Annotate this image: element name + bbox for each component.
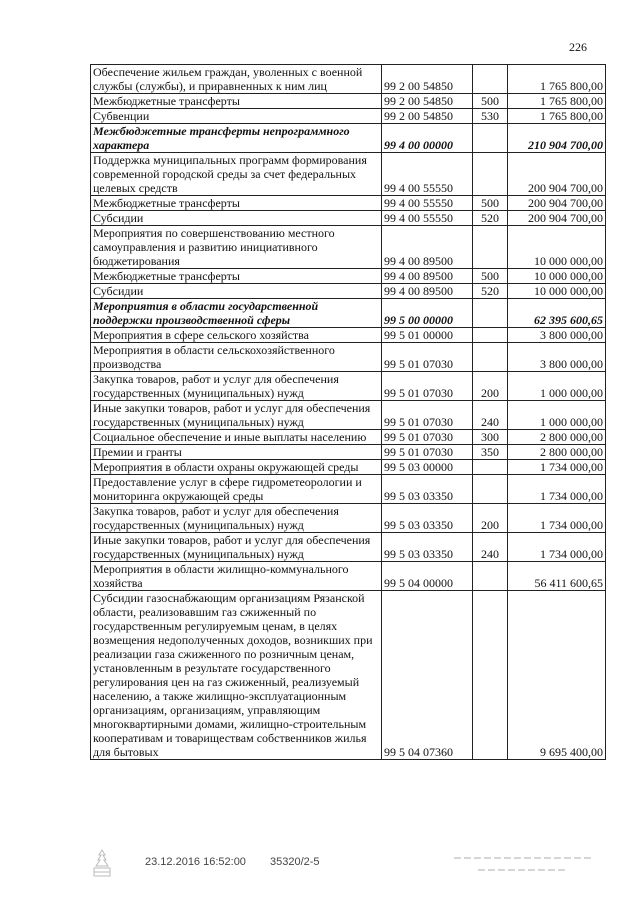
table-row <box>91 343 606 372</box>
table-row <box>91 460 606 475</box>
row-type-cell <box>473 591 508 760</box>
table-row <box>91 124 606 153</box>
row-type-cell: 200 <box>473 504 508 533</box>
row-sum-cell: 2 800 000,00 <box>508 445 606 460</box>
table-row <box>91 196 606 211</box>
row-type-cell <box>473 328 508 343</box>
row-sum-cell: 200 904 700,00 <box>508 153 606 196</box>
row-name-cell: Иные закупки товаров, работ и услуг для обеспечения государственных (муниципальных) нужд <box>91 401 382 430</box>
row-name-cell: Межбюджетные трансферты <box>91 94 382 109</box>
table-row <box>91 475 606 504</box>
row-sum-cell: 10 000 000,00 <box>508 284 606 299</box>
row-name-cell: Субвенции <box>91 109 382 124</box>
row-type-cell: 240 <box>473 533 508 562</box>
table-row <box>91 328 606 343</box>
table-row <box>91 226 606 269</box>
row-sum-cell: 1 734 000,00 <box>508 460 606 475</box>
row-code-cell: 99 4 00 55550 <box>382 153 473 196</box>
row-code-cell: 99 5 01 00000 <box>382 328 473 343</box>
row-type-cell <box>473 475 508 504</box>
row-sum-cell: 1 000 000,00 <box>508 401 606 430</box>
row-sum-cell: 200 904 700,00 <box>508 211 606 226</box>
row-sum-cell: 1 734 000,00 <box>508 504 606 533</box>
row-name-cell: Субсидии <box>91 211 382 226</box>
row-type-cell: 350 <box>473 445 508 460</box>
row-type-cell: 520 <box>473 211 508 226</box>
row-sum-cell: 1 734 000,00 <box>508 533 606 562</box>
row-code-cell: 99 5 01 07030 <box>382 343 473 372</box>
row-code-cell: 99 5 03 03350 <box>382 533 473 562</box>
row-name-cell: Межбюджетные трансферты <box>91 196 382 211</box>
row-sum-cell: 1 765 800,00 <box>508 94 606 109</box>
row-name-cell: Межбюджетные трансферты непрограммного характера <box>91 124 382 153</box>
table-row <box>91 211 606 226</box>
row-name-cell: Мероприятия в области государственной поддержки производственной сферы <box>91 299 382 328</box>
row-name-cell: Мероприятия в области охраны окружающей среды <box>91 460 382 475</box>
row-name-cell: Социальное обеспечение и иные выплаты населению <box>91 430 382 445</box>
row-sum-cell: 10 000 000,00 <box>508 269 606 284</box>
table-row <box>91 504 606 533</box>
row-code-cell: 99 5 01 07030 <box>382 445 473 460</box>
seal-icon <box>89 848 115 880</box>
row-name-cell: Иные закупки товаров, работ и услуг для обеспечения государственных (муниципальных) нужд <box>91 533 382 562</box>
row-type-cell: 240 <box>473 401 508 430</box>
faded-stamp <box>448 852 598 880</box>
table-row <box>91 269 606 284</box>
table-row <box>91 445 606 460</box>
row-type-cell <box>473 343 508 372</box>
row-type-cell <box>473 562 508 591</box>
table-row <box>91 94 606 109</box>
row-type-cell <box>473 153 508 196</box>
footer-date: 23.12.2016 16:52:00 <box>145 856 246 868</box>
row-code-cell: 99 2 00 54850 <box>382 94 473 109</box>
row-name-cell: Премии и гранты <box>91 445 382 460</box>
row-code-cell: 99 4 00 55550 <box>382 196 473 211</box>
page-number: 226 <box>569 40 587 54</box>
budget-table-body <box>91 65 606 760</box>
row-code-cell: 99 5 03 03350 <box>382 504 473 533</box>
row-code-cell: 99 4 00 00000 <box>382 124 473 153</box>
row-sum-cell: 1 765 800,00 <box>508 65 606 94</box>
row-sum-cell: 3 800 000,00 <box>508 328 606 343</box>
row-code-cell: 99 4 00 89500 <box>382 269 473 284</box>
table-row <box>91 284 606 299</box>
faded-stamp-icon <box>448 852 598 876</box>
row-sum-cell: 200 904 700,00 <box>508 196 606 211</box>
row-name-cell: Мероприятия в области жилищно-коммунального хозяйства <box>91 562 382 591</box>
row-code-cell: 99 5 03 00000 <box>382 460 473 475</box>
table-row <box>91 401 606 430</box>
table-row <box>91 430 606 445</box>
table-row <box>91 153 606 196</box>
row-name-cell: Межбюджетные трансферты <box>91 269 382 284</box>
row-name-cell: Предоставление услуг в сфере гидрометеорологии и мониторинга окружающей среды <box>91 475 382 504</box>
row-code-cell: 99 5 01 07030 <box>382 430 473 445</box>
row-type-cell: 500 <box>473 94 508 109</box>
row-name-cell: Субсидии газоснабжающим организациям Рязанской области, реализовавшим газ сжиженный по государственным регулируемым ценам, в целях возмещения недополученных доходов, возникших при реализации газа сжиженного по розничным ценам, установленным в результате государственного регулирования цен на газ сжиженный, реализуемый населению, а также жилищно-эксплуатационным организациям, организациям, управляющим многоквартирными домами, жилищно-строительным кооперативам и товариществам собственников жилья для бытовых <box>91 591 382 760</box>
table-row <box>91 299 606 328</box>
row-sum-cell: 9 695 400,00 <box>508 591 606 760</box>
table-row <box>91 533 606 562</box>
row-type-cell: 500 <box>473 269 508 284</box>
row-type-cell: 200 <box>473 372 508 401</box>
row-type-cell <box>473 65 508 94</box>
row-code-cell: 99 2 00 54850 <box>382 109 473 124</box>
row-sum-cell: 3 800 000,00 <box>508 343 606 372</box>
row-name-cell: Закупка товаров, работ и услуг для обеспечения государственных (муниципальных) нужд <box>91 372 382 401</box>
table-row <box>91 372 606 401</box>
row-name-cell: Поддержка муниципальных программ формирования современной городской среды за счет федеральных целевых средств <box>91 153 382 196</box>
row-type-cell: 300 <box>473 430 508 445</box>
row-name-cell: Обеспечение жильем граждан, уволенных с военной службы (службы), и приравненных к ним лиц <box>91 65 382 94</box>
row-code-cell: 99 4 00 89500 <box>382 226 473 269</box>
table-row <box>91 109 606 124</box>
table-row <box>91 65 606 94</box>
row-code-cell: 99 5 04 07360 <box>382 591 473 760</box>
row-type-cell <box>473 124 508 153</box>
row-code-cell: 99 5 03 03350 <box>382 475 473 504</box>
row-code-cell: 99 5 00 00000 <box>382 299 473 328</box>
row-type-cell: 520 <box>473 284 508 299</box>
row-name-cell: Мероприятия по совершенствованию местного самоуправления и развитию инициативного бюджетирования <box>91 226 382 269</box>
row-code-cell: 99 4 00 55550 <box>382 211 473 226</box>
row-type-cell <box>473 299 508 328</box>
row-name-cell: Субсидии <box>91 284 382 299</box>
row-sum-cell: 1 734 000,00 <box>508 475 606 504</box>
row-type-cell <box>473 460 508 475</box>
table-row <box>91 562 606 591</box>
row-type-cell <box>473 226 508 269</box>
row-sum-cell: 1 000 000,00 <box>508 372 606 401</box>
row-code-cell: 99 4 00 89500 <box>382 284 473 299</box>
row-name-cell: Закупка товаров, работ и услуг для обеспечения государственных (муниципальных) нужд <box>91 504 382 533</box>
row-sum-cell: 210 904 700,00 <box>508 124 606 153</box>
row-sum-cell: 2 800 000,00 <box>508 430 606 445</box>
row-sum-cell: 10 000 000,00 <box>508 226 606 269</box>
row-name-cell: Мероприятия в области сельскохозяйственного производства <box>91 343 382 372</box>
row-code-cell: 99 5 04 00000 <box>382 562 473 591</box>
row-code-cell: 99 5 01 07030 <box>382 401 473 430</box>
row-name-cell: Мероприятия в сфере сельского хозяйства <box>91 328 382 343</box>
budget-table <box>90 64 606 760</box>
row-type-cell: 530 <box>473 109 508 124</box>
table-row <box>91 591 606 760</box>
row-sum-cell: 62 395 600,65 <box>508 299 606 328</box>
row-code-cell: 99 2 00 54850 <box>382 65 473 94</box>
footer-doc-number: 35320/2-5 <box>270 856 320 868</box>
row-type-cell: 500 <box>473 196 508 211</box>
row-sum-cell: 1 765 800,00 <box>508 109 606 124</box>
row-sum-cell: 56 411 600,65 <box>508 562 606 591</box>
row-code-cell: 99 5 01 07030 <box>382 372 473 401</box>
